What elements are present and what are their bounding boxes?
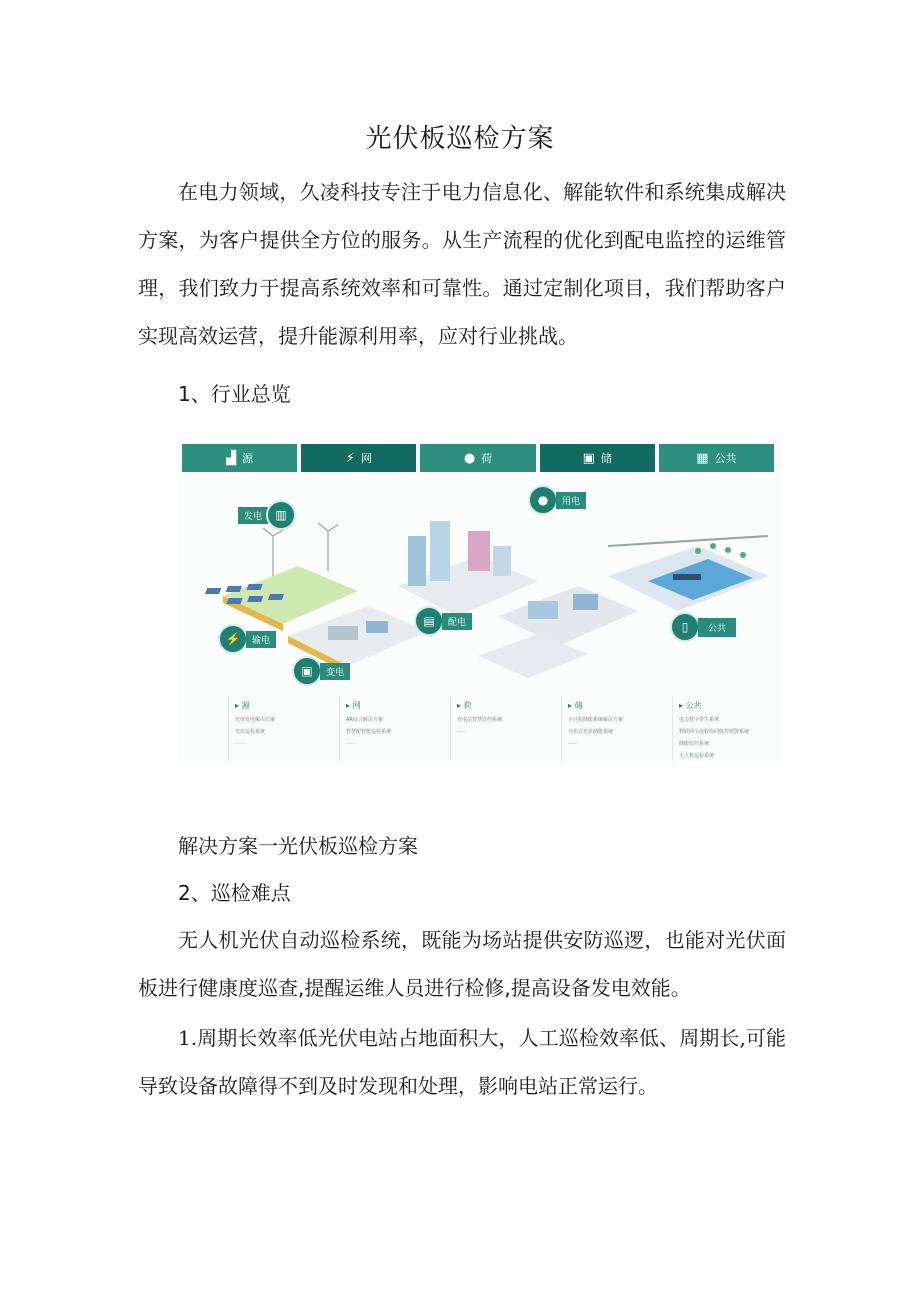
bulb-icon: ● [463,450,476,466]
list-item: 分布式光伏储能系统 [568,729,614,735]
rail-line [608,536,768,546]
section-heading-difficulties: 2、巡检难点 [178,881,291,905]
system-description-paragraph: 无人机光伏自动巡检系统，既能为场站提供安防巡逻，也能对光伏面板进行健康度巡查,提醒运维人员进行检修,提高设备发电效能。 [138,928,786,1000]
list-item: …… [346,740,356,746]
column-load: ▸ 荷 充电站智慧管控系统 …… [450,696,561,761]
battery-icon: ▣ [582,450,595,466]
charging-tile [478,634,588,678]
list-item: 物联网全流程协同监控预警系统 [679,729,750,735]
figure-tab-load: ● 荷 [420,444,535,472]
column-storage: ▸ 储 全过程储能系统解决方案 分布式光伏储能系统 …… [561,696,672,761]
list-item: 充电站智慧管控系统 [457,717,503,723]
callout-yongdian: ● 用电 [528,485,586,515]
list-item: 全过程储能系统解决方案 [568,717,624,723]
list-item: …… [568,740,578,746]
battery-icon: ▣ [292,656,322,686]
callout-biandian: ▣ 变电 [292,656,350,686]
factory-icon: ▟ [226,450,237,466]
difficulty-1-paragraph: 1.周期长效率低光伏电站占地面积大，人工巡检效率低、周期长,可能导致设备故障得不到及时发现和处理，影响电站正常运行。 [138,1026,786,1098]
figure-tab-public: ▦ 公共 [659,444,774,472]
list-item: AR综合解决方案 [346,717,383,723]
list-item: …… [457,728,467,734]
intro-paragraph: 在电力领域，久凌科技专注于电力信息化、解能软件和系统集成解决方案，为客户提供全方位的服务。从生产流程的优化到配电监控的运维管理，我们致力于提高系统效率和可靠性。通过定制化项目，我们帮助客户实现高效运营，提升能源利用率，应对行业挑战。 [138,180,786,348]
tower-icon: ⚡ [345,450,355,466]
list-item: 光伏发电解决方案 [235,717,276,723]
callout-shudian: ⚡ 输电 [218,624,276,654]
charger-icon: ▯ [670,612,700,642]
callout-peidian: ▤ 配电 [414,606,472,636]
building-icon: ▦ [696,450,709,466]
list-item: 电力数字孪生系统 [679,717,720,723]
section-heading-overview: 1、行业总览 [178,382,291,406]
list-item: 智慧配智能巡检系统 [346,729,392,735]
figure-tab-grid: ⚡ 网 [301,444,416,472]
figure-tab-source: ▟ 源 [182,444,297,472]
solar-panel-icon: ▥ [266,500,296,530]
transformer-icon: ▤ [414,606,444,636]
callout-fadian: 发电 ▥ [240,500,296,530]
column-source: ▸ 源 光伏发电解决方案 光伏巡检系统 …… [228,696,339,761]
figure-solution-columns [228,696,783,761]
figure-tab-storage: ▣ 储 [540,444,655,472]
column-grid: ▸ 网 AR综合解决方案 智慧配智能巡检系统 …… [339,696,450,761]
list-item: 光伏巡检系统 [235,729,266,735]
column-public: ▸ 公共 电力数字孪生系统 物联网全流程协同监控预警系统 储能监控系统 无人机巡检系统 [672,696,783,761]
factory-tile [498,586,638,646]
industry-overview-figure [178,438,783,763]
callout-gonggong: ▯ 公共 [670,612,736,642]
list-item: 无人机巡检系统 [679,753,715,759]
figure-nav-bar [182,444,774,472]
solution-heading: 解决方案一光伏板巡检方案 [178,834,418,858]
tower-icon: ⚡ [218,624,248,654]
bulb-icon: ● [528,485,558,515]
page-title: 光伏板巡检方案 [365,124,555,154]
list-item: 储能监控系统 [679,741,710,747]
list-item: …… [235,740,245,746]
solar-field-tile [223,566,358,624]
